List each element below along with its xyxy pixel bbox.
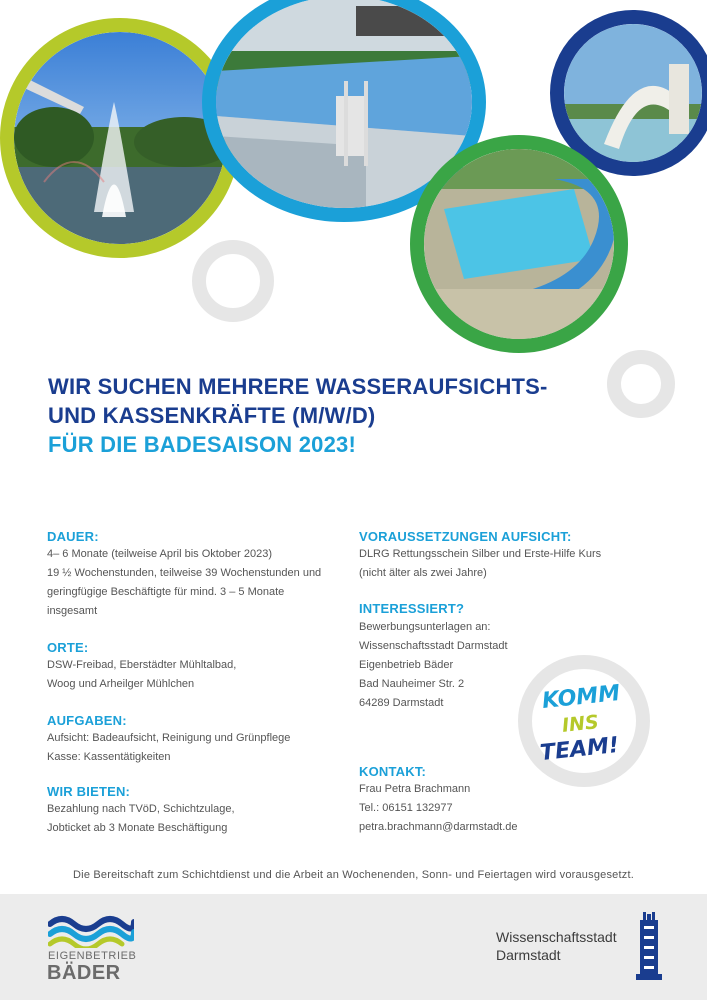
dauer-title: DAUER: xyxy=(47,529,99,544)
logo-line-1: EIGENBETRIEB xyxy=(48,950,137,962)
badge-word-2: INS xyxy=(560,711,600,737)
waves-logo-icon xyxy=(48,912,134,948)
bottom-bar xyxy=(0,894,707,1000)
footer-note: Die Bereitschaft zum Schichtdienst und die Arbeit an Wochenenden, Sonn- und Feiertagen wird vorausgesetzt. xyxy=(73,869,634,881)
interessiert-text: Bewerbungsunterlagen an: Wissenschaftsstadt Darmstadt Eigenbetrieb Bäder Bad Nauheimer Str. 2 64289 Darmstadt xyxy=(359,621,508,709)
city-line-1: Wissenschaftsstadt xyxy=(496,929,617,945)
voraussetzungen-title: VORAUSSETZUNGEN AUFSICHT: xyxy=(359,529,572,544)
headline-line-1: WIR SUCHEN MEHRERE WASSERAUFSICHTS- xyxy=(48,374,548,399)
orte-title: ORTE: xyxy=(47,640,89,655)
photo-fountain xyxy=(0,18,240,258)
badge-word-1: KOMM xyxy=(540,680,622,715)
slide-tower-image xyxy=(564,24,702,162)
decorative-ring xyxy=(607,350,675,418)
voraussetzungen-text: DLRG Rettungsschein Silber und Erste-Hilfe Kurs (nicht älter als zwei Jahre) xyxy=(359,548,602,579)
headline xyxy=(48,372,608,459)
komm-ins-team-badge xyxy=(518,655,650,787)
photo-pool-slide xyxy=(410,135,628,353)
kontakt-text: Frau Petra Brachmann Tel.: 06151 132977 petra.brachmann@darmstadt.de xyxy=(359,783,518,833)
decorative-ring xyxy=(192,240,274,322)
bieten-title: WIR BIETEN: xyxy=(47,784,131,799)
logo-line-2: BÄDER xyxy=(47,962,121,984)
bieten-text: Bezahlung nach TVöD, Schichtzulage, Jobticket ab 3 Monate Beschäftigung xyxy=(47,803,235,834)
aufgaben-text: Aufsicht: Badeaufsicht, Reinigung und Grünpflege Kasse: Kassentätigkeiten xyxy=(47,732,291,763)
badge-word-3: TEAM! xyxy=(538,732,621,767)
headline-line-3: FÜR DIE BADESAISON 2023! xyxy=(48,432,356,457)
interessiert-title: INTERESSIERT? xyxy=(359,601,465,616)
wedding-tower-icon xyxy=(636,912,662,980)
headline-line-2: UND KASSENKRÄFTE (M/W/D) xyxy=(48,403,376,428)
aufgaben-title: AUFGABEN: xyxy=(47,713,127,728)
pool-slide-image xyxy=(424,149,614,339)
orte-text: DSW-Freibad, Eberstädter Mühltalbad, Woog und Arheilger Mühlchen xyxy=(47,659,237,690)
city-line-2: Darmstadt xyxy=(496,947,561,963)
fountain-image xyxy=(14,32,226,244)
dauer-text: 4– 6 Monate (teilweise April bis Oktober 2023) 19 ½ Wochenstunden, teilweise 39 Wochenstunden und geringfügige Beschäftigte für mind. 3 – 5 Monate insgesamt xyxy=(47,548,322,617)
kontakt-title: KONTAKT: xyxy=(359,764,427,779)
